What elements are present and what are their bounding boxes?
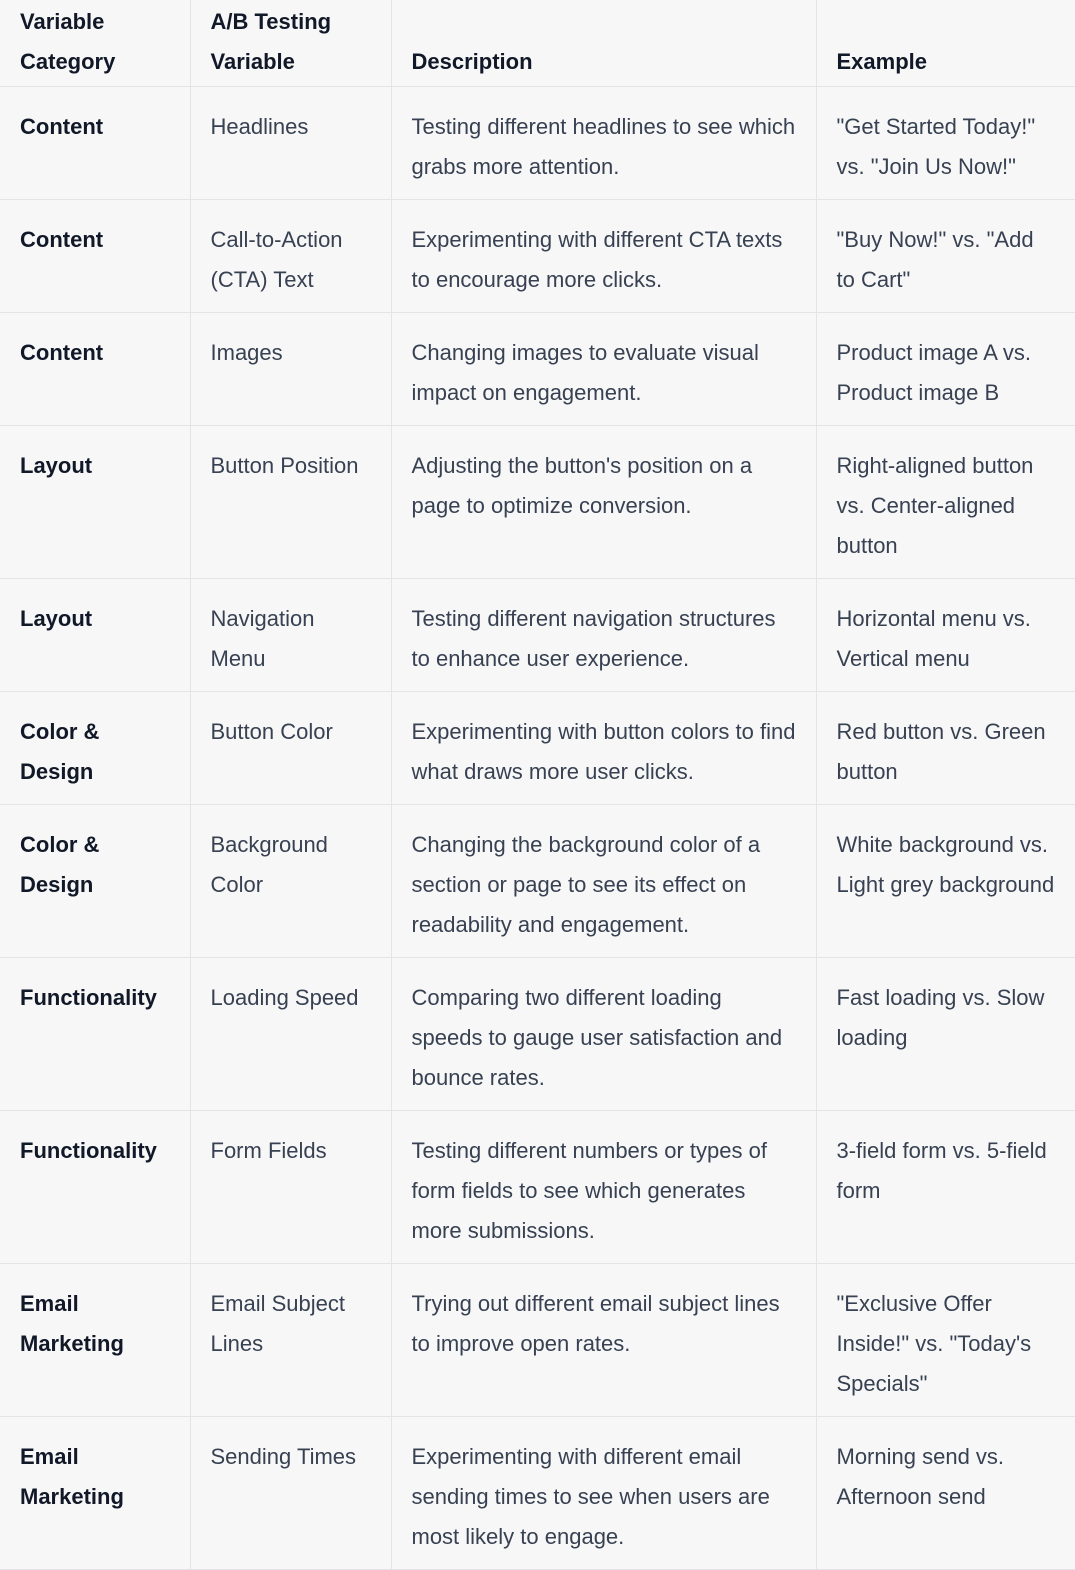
example-cell: Horizontal menu vs. Vertical menu [816, 579, 1075, 692]
variable-cell: Button Position [190, 426, 391, 579]
table-row [0, 426, 1075, 579]
example-cell: "Buy Now!" vs. "Add to Cart" [816, 200, 1075, 313]
description-cell: Comparing two different loading speeds to gauge user satisfaction and bounce rates. [391, 958, 816, 1111]
category-cell: Email Marketing [0, 1264, 190, 1417]
table-row [0, 1111, 1075, 1264]
table-row [0, 805, 1075, 958]
variable-cell: Form Fields [190, 1111, 391, 1264]
table-row [0, 1417, 1075, 1570]
category-cell: Email Marketing [0, 1417, 190, 1570]
table-row [0, 87, 1075, 200]
description-cell: Adjusting the button's position on a page to optimize conversion. [391, 426, 816, 579]
category-cell: Functionality [0, 958, 190, 1111]
header-ab-testing-variable: A/B Testing Variable [190, 0, 391, 87]
table-row [0, 200, 1075, 313]
description-cell: Testing different navigation structures to enhance user experience. [391, 579, 816, 692]
variable-cell: Sending Times [190, 1417, 391, 1570]
variable-cell: Images [190, 313, 391, 426]
category-cell: Layout [0, 426, 190, 579]
description-cell: Experimenting with button colors to find what draws more user clicks. [391, 692, 816, 805]
description-cell: Changing images to evaluate visual impact on engagement. [391, 313, 816, 426]
example-cell: 3-field form vs. 5-field form [816, 1111, 1075, 1264]
variable-cell: Button Color [190, 692, 391, 805]
category-cell: Content [0, 87, 190, 200]
example-cell: Red button vs. Green button [816, 692, 1075, 805]
example-cell: "Exclusive Offer Inside!" vs. "Today's Specials" [816, 1264, 1075, 1417]
description-cell: Experimenting with different CTA texts to encourage more clicks. [391, 200, 816, 313]
header-example: Example [816, 0, 1075, 87]
header-description: Description [391, 0, 816, 87]
variable-cell: Loading Speed [190, 958, 391, 1111]
example-cell: Product image A vs. Product image B [816, 313, 1075, 426]
category-cell: Color & Design [0, 805, 190, 958]
table-row [0, 692, 1075, 805]
description-cell: Testing different headlines to see which grabs more attention. [391, 87, 816, 200]
category-cell: Functionality [0, 1111, 190, 1264]
table-row [0, 1264, 1075, 1417]
category-cell: Layout [0, 579, 190, 692]
description-cell: Trying out different email subject lines to improve open rates. [391, 1264, 816, 1417]
description-cell: Changing the background color of a section or page to see its effect on readability and engagement. [391, 805, 816, 958]
table-body [0, 87, 1075, 1570]
example-cell: "Get Started Today!" vs. "Join Us Now!" [816, 87, 1075, 200]
variable-cell: Email Subject Lines [190, 1264, 391, 1417]
table-row [0, 313, 1075, 426]
variable-cell: Navigation Menu [190, 579, 391, 692]
variable-cell: Call-to-Action (CTA) Text [190, 200, 391, 313]
description-cell: Experimenting with different email sending times to see when users are most likely to engage. [391, 1417, 816, 1570]
example-cell: Right-aligned button vs. Center-aligned button [816, 426, 1075, 579]
description-cell: Testing different numbers or types of form fields to see which generates more submissions. [391, 1111, 816, 1264]
table-header [0, 0, 1075, 87]
variable-cell: Headlines [190, 87, 391, 200]
example-cell: Fast loading vs. Slow loading [816, 958, 1075, 1111]
category-cell: Color & Design [0, 692, 190, 805]
table-row [0, 579, 1075, 692]
example-cell: White background vs. Light grey background [816, 805, 1075, 958]
header-row [0, 0, 1075, 87]
variable-cell: Background Color [190, 805, 391, 958]
category-cell: Content [0, 200, 190, 313]
table-row [0, 958, 1075, 1111]
example-cell: Morning send vs. Afternoon send [816, 1417, 1075, 1570]
category-cell: Content [0, 313, 190, 426]
header-variable-category: Variable Category [0, 0, 190, 87]
